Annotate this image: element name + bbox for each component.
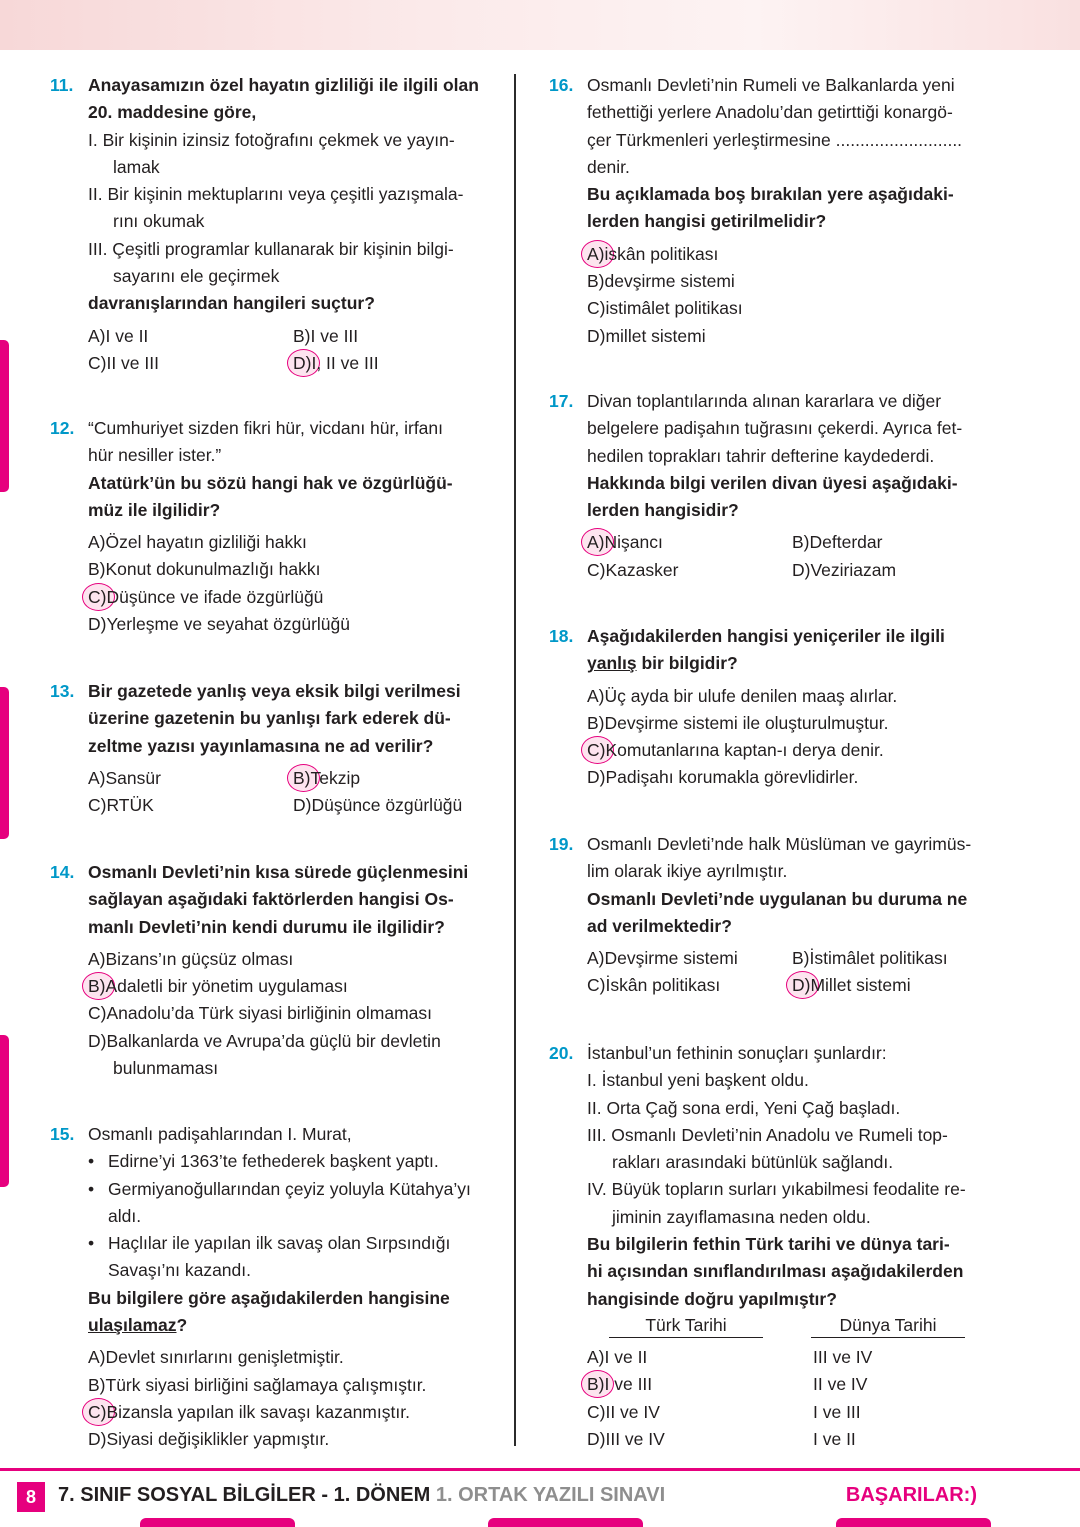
footer-title [58,1484,665,1507]
option-text: Düşünce ve ifade özgürlüğü [106,586,324,607]
option-text: iskân politikası [604,243,719,264]
statement-2-cont: rını okumak [113,211,205,232]
option-label: D) [587,1428,606,1449]
option-label: D) [88,1030,107,1051]
option-text: I ve II [604,1346,648,1367]
option-label: A) [587,685,605,706]
option-label: D) [792,975,811,996]
option-label: D) [293,352,312,373]
option-d[interactable] [88,611,480,638]
option-text: millet sistemi [605,325,706,346]
question-prompt: lerden hangisi getirilmelidir? [587,211,827,232]
option-text: Kazasker [605,559,679,580]
option-text: Yerleşme ve seyahat özgürlüğü [106,614,350,635]
question-prompt: hi açısından sınıflandırılması aşağıdakilerden [587,1261,964,1282]
question-stem: Osmanlı padişahlarından I. Murat, [88,1124,352,1144]
question-prompt: ad verilmektedir? [587,915,732,936]
bullet-icon: • [88,1178,95,1199]
option-label: C) [587,740,606,761]
question-prompt: müz ile ilgilidir? [88,499,221,520]
option-text: Türk siyasi birliğini sağlamaya çalışmıştır. [105,1374,427,1395]
option-text: I ve III [604,1374,653,1395]
option-text: Devşirme sistemi [604,948,738,969]
option-text: II ve III [106,352,159,373]
statement-3-cont: sayarını ele geçirmek [113,266,280,287]
underlined-keyword: ulaşılamaz [88,1315,177,1336]
option-b-selected[interactable] [587,1371,813,1398]
option-label: D) [88,614,107,635]
question-stem: çer Türkmenleri yerleştirmesine .......................... [587,129,963,150]
footer-title-main: 7. SINIF SOSYAL BİLGİLER - 1. DÖNEM [58,1484,431,1506]
option-text: Siyasi değişiklikler yapmıştır. [106,1429,330,1450]
option-label: B) [587,271,605,292]
option-a[interactable] [88,529,480,556]
option-label: D) [88,1429,107,1450]
question-stem: lim olarak ikiye ayrılmıştır. [587,861,788,882]
option-a[interactable] [88,1344,480,1371]
question-prompt: Bu açıklamada boş bırakılan yere aşağıdaki- [587,184,954,205]
statement-3: III. Çeşitli programlar kullanarak bir kişinin bilgi- [88,238,454,259]
option-c-selected[interactable] [88,584,480,611]
option-a[interactable] [587,683,979,710]
option-b[interactable] [792,529,882,556]
option-label: A) [88,767,106,788]
question-prompt: Atatürk’ün bu sözü hangi hak ve özgürlüğü- [88,472,453,493]
question-prompt: Osmanlı Devleti’nde uygulanan bu duruma ne [587,888,968,909]
question-number: 19. [549,834,574,854]
question-16 [549,72,979,350]
question-number: 20. [549,1043,574,1063]
question-prompt [88,1312,480,1339]
option-text: Balkanlarda ve Avrupa’da güçlü bir devletin [106,1030,441,1051]
option-d-world: I ve II [813,1428,856,1449]
statement-3-cont: rakları arasındaki bütünlük sağlandı. [612,1152,894,1173]
option-text: Bizansla yapılan ilk savaşı kazanmıştır. [106,1401,410,1422]
option-label: C) [587,298,606,319]
statement-2: II. Orta Çağ sona erdi, Yeni Çağ başladı. [587,1097,901,1118]
option-d[interactable] [88,1028,480,1055]
question-11 [50,72,480,377]
option-c[interactable] [587,1399,813,1426]
page-number: 8 [17,1482,45,1512]
column-divider [514,74,516,1446]
option-text: I ve III [310,325,359,346]
option-text: Komutanlarına kaptan-ı derya denir. [605,740,884,761]
option-c[interactable] [88,1000,480,1027]
option-label: B) [587,712,605,733]
option-c[interactable] [88,350,293,377]
statement-2: II. Bir kişinin mektuplarını veya çeşitli yazışmala- [88,184,464,205]
option-text: Adaletli bir yönetim uygulaması [105,976,348,997]
question-prompt: sağlayan aşağıdaki faktörlerden hangisi Os- [88,889,454,910]
question-12 [50,415,480,638]
question-prompt: lerden hangisidir? [587,500,739,521]
option-c-selected[interactable] [587,737,979,764]
bullet-text-cont: Savaşı’nı kazandı. [108,1260,251,1281]
option-label: C) [587,1401,606,1422]
footer-tab-decor [836,1518,991,1527]
option-label: A) [587,1346,605,1367]
option-label: B) [88,976,106,997]
option-a[interactable] [88,765,293,792]
quote-line: “Cumhuriyet sizden fikri hür, vicdanı hür, irfanı [88,418,444,438]
question-stem: Divan toplantılarında alınan kararlara ve diğer [587,391,942,411]
option-label: C) [88,586,107,607]
option-text: Üç ayda bir ulufe denilen maaş alırlar. [604,685,898,706]
quote-line: hür nesiller ister.” [88,445,222,466]
question-15 [50,1121,480,1454]
option-label: A) [88,532,106,553]
option-text: Anadolu’da Türk siyasi birliğinin olmaması [106,1003,432,1024]
option-a[interactable] [88,946,480,973]
question-stem: Osmanlı Devleti’nin Rumeli ve Balkanlarda yeni [587,75,955,95]
footer-tab-decor [140,1518,295,1527]
option-text: Konut dokunulmazlığı hakkı [105,559,321,580]
option-d[interactable] [88,1426,480,1453]
option-c[interactable] [88,792,293,819]
option-b[interactable] [587,268,979,295]
option-b[interactable] [792,945,948,972]
question-13 [50,678,480,819]
option-label: C) [88,795,107,816]
option-b[interactable] [88,556,480,583]
option-label: A) [587,532,605,553]
question-prompt: manlı Devleti’nin kendi durumu ile ilgilidir? [88,916,445,937]
column-header-turk-tarihi: Türk Tarihi [609,1313,763,1338]
question-prompt: Hakkında bilgi verilen divan üyesi aşağıdaki- [587,472,958,493]
question-17 [549,388,979,584]
option-text: I ve II [105,325,149,346]
option-text: İskân politikası [605,975,721,996]
question-20 [549,1040,979,1453]
question-number: 18. [549,626,574,646]
option-text: II ve IV [605,1401,660,1422]
option-label: A) [88,1347,106,1368]
option-c[interactable] [587,972,792,999]
option-text: Padişahı korumakla görevlidirler. [605,767,859,788]
option-label: B) [792,532,810,553]
bullet-icon: • [88,1233,95,1254]
option-b[interactable] [587,710,979,737]
option-a[interactable] [88,323,293,350]
option-c-selected[interactable] [88,1399,480,1426]
footer-rule [0,1468,1080,1471]
option-text: Devşirme sistemi ile oluşturulmuştur. [604,712,889,733]
option-label: D) [293,795,312,816]
option-label: A) [88,948,106,969]
option-label: D) [587,325,606,346]
option-b-world: II ve IV [813,1374,868,1395]
side-tab-2 [0,687,9,839]
question-prompt: zeltme yazısı yayınlamasına ne ad verilir? [88,735,434,756]
footer-closing: BAŞARILAR:) [845,1484,977,1506]
option-d-cont: bulunmaması [113,1058,219,1079]
question-stem: Anayasamızın özel hayatın gizliliği ile ilgili olan [88,75,479,95]
option-text: İstimâlet politikası [809,948,948,969]
option-c[interactable] [587,557,792,584]
option-label: B) [88,1374,106,1395]
statement-1: I. Bir kişinin izinsiz fotoğrafını çekmek ve yayın- [88,129,455,150]
option-text: Veziriazam [810,559,897,580]
option-d[interactable] [587,1426,813,1453]
option-a-selected[interactable] [587,529,792,556]
question-number: 17. [549,391,574,411]
footer [0,1468,1080,1527]
option-label: C) [587,975,606,996]
option-c-world: I ve III [813,1401,861,1422]
side-tab-1 [0,340,9,492]
question-prompt: Aşağıdakilerden hangisi yeniçeriler ile ilgili [587,626,945,646]
question-prompt: Bir gazetede yanlış veya eksik bilgi verilmesi [88,681,461,701]
option-text: Defterdar [809,532,883,553]
option-text: istimâlet politikası [605,298,743,319]
option-label: C) [88,352,107,373]
option-d[interactable] [792,557,896,584]
option-d-selected[interactable] [792,972,911,999]
option-text: Özel hayatın gizliliği hakkı [105,532,307,553]
question-stem: 20. maddesine göre, [88,102,257,123]
question-number: 16. [549,75,574,95]
question-stem: hedilen toprakları tahrir defterine kaydederdi. [587,445,935,466]
option-a-world: III ve IV [813,1346,873,1367]
option-text: Düşünce özgürlüğü [311,795,463,816]
question-mark: ? [176,1315,188,1336]
option-label: A) [587,243,605,264]
question-number: 12. [50,418,75,438]
question-stem: fethettiği yerlere Anadolu’dan getirttiği konargö- [587,102,953,123]
question-number: 11. [50,75,74,95]
bullet-text: Edirne’yi 1363’te fethederek başkent yaptı. [108,1151,439,1172]
option-b-selected[interactable] [88,973,480,1000]
statement-1: I. İstanbul yeni başkent oldu. [587,1070,809,1091]
question-prompt: Bu bilgilere göre aşağıdakilerden hangisine [88,1287,450,1308]
option-text: devşirme sistemi [604,271,735,292]
option-text: I, II ve III [311,352,379,373]
question-stem: denir. [587,156,630,177]
option-label: B) [792,948,810,969]
footer-tab-decor [488,1518,643,1527]
option-d-selected[interactable] [293,350,379,377]
option-text: Millet sistemi [810,975,911,996]
side-tab-3 [0,1035,9,1187]
question-prompt [587,650,979,677]
footer-title-sub: 1. ORTAK YAZILI SINAVI [435,1484,666,1506]
statement-3: III. Osmanlı Devleti’nin Anadolu ve Rumeli top- [587,1124,948,1145]
option-label: C) [88,1003,107,1024]
option-text: Tekzip [310,767,361,788]
bullet-text-cont: aldı. [108,1205,142,1226]
question-prompt: hangisinde doğru yapılmıştır? [587,1288,837,1309]
option-label: A) [88,325,106,346]
option-label: A) [587,948,605,969]
question-14 [50,859,480,1082]
option-d[interactable] [293,792,462,819]
option-text: Sansür [105,767,161,788]
bullet-icon: • [88,1151,95,1172]
option-b-selected[interactable] [293,765,360,792]
statement-1-cont: lamak [113,156,160,177]
column-header-dunya-tarihi: Dünya Tarihi [811,1313,965,1338]
option-c[interactable] [587,295,979,322]
underlined-keyword: yanlış [587,653,637,674]
question-19 [549,831,979,1000]
option-text: RTÜK [106,795,154,816]
statement-4: IV. Büyük topların surları yıkabilmesi feodalite re- [587,1179,966,1200]
option-label: D) [587,767,606,788]
question-stem: İstanbul’un fethinin sonuçları şunlardır: [587,1043,887,1063]
question-prompt: üzerine gazetenin bu yanlışı fark ederek dü- [88,708,451,729]
option-text: Bizans’ın güçsüz olması [105,948,294,969]
question-prompt: Bu bilgilerin fethin Türk tarihi ve dünya tari- [587,1234,950,1255]
bullet-text: Germiyanoğullarından çeyiz yoluyla Kütahya’yı [108,1178,471,1199]
question-prompt-rest: bir bilgidir? [636,653,738,674]
question-number: 14. [50,862,75,882]
option-label: B) [88,559,106,580]
option-text: Nişancı [604,532,663,553]
bullet-text: Haçlılar ile yapılan ilk savaş olan Sırpsındığı [108,1233,451,1254]
question-stem: belgelere padişahın tuğrasını çekerdi. Ayrıca fet- [587,418,963,439]
question-prompt: Osmanlı Devleti’nin kısa sürede güçlenmesini [88,862,469,882]
option-a[interactable] [587,1344,813,1371]
option-a[interactable] [587,945,792,972]
question-number: 13. [50,681,75,701]
option-label: C) [88,1401,107,1422]
option-label: D) [792,559,811,580]
question-stem: Osmanlı Devleti’nde halk Müslüman ve gayrimüs- [587,834,972,854]
option-label: C) [587,559,606,580]
top-decorative-band [0,0,1080,50]
option-d[interactable] [587,323,979,350]
option-b[interactable] [293,323,358,350]
option-label: B) [293,325,311,346]
option-d[interactable] [587,764,979,791]
option-text: Devlet sınırlarını genişletmiştir. [105,1347,344,1368]
option-label: B) [293,767,311,788]
option-text: III ve IV [605,1428,665,1449]
question-number: 15. [50,1124,75,1144]
question-prompt: davranışlarından hangileri suçtur? [88,293,375,314]
option-label: B) [587,1374,605,1395]
option-a-selected[interactable] [587,241,979,268]
option-b[interactable] [88,1372,480,1399]
question-18 [549,623,979,792]
statement-4-cont: jiminin zayıflamasına neden oldu. [612,1206,871,1227]
